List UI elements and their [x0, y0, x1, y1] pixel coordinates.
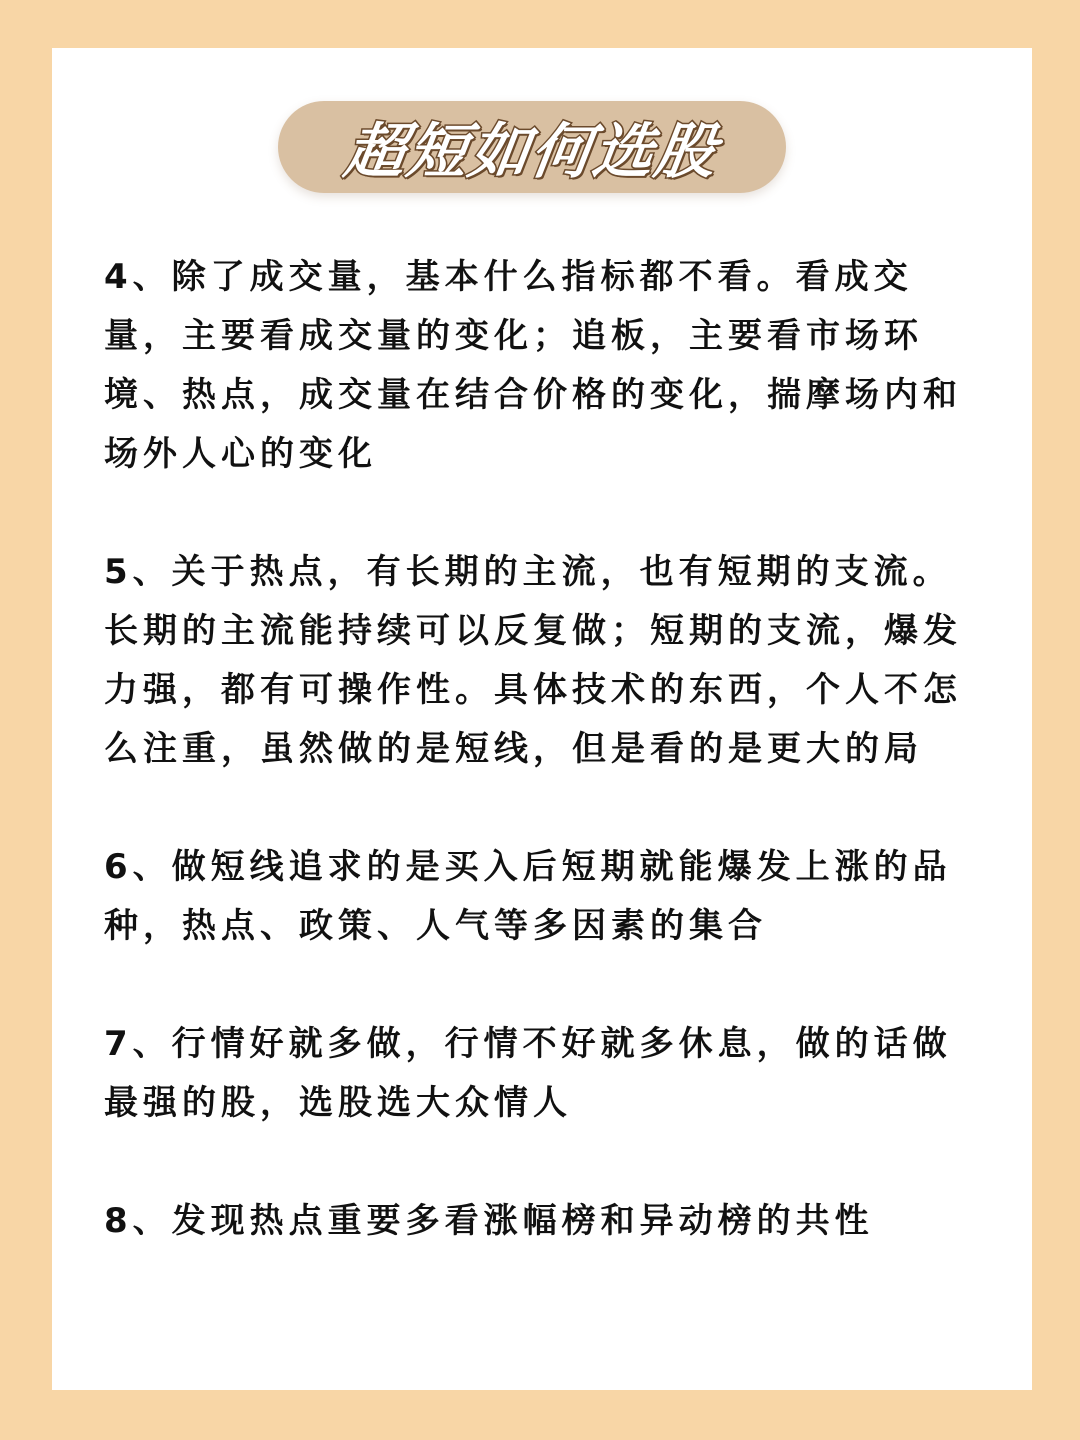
tip-item-8: 8、发现热点重要多看涨幅榜和异动榜的共性 [104, 1201, 874, 1241]
title-banner [278, 101, 786, 193]
tip-item-6: 6、做短线追求的是买入后短期就能爆发上涨的品种，热点、政策、人气等多因素的集合 [104, 847, 952, 946]
tip-item-4: 4、除了成交量，基本什么指标都不看。看成交量，主要看成交量的变化；追板，主要看市场环境、热点，成交量在结合价格的变化，揣摩场内和场外人心的变化 [104, 257, 962, 474]
content-card [52, 48, 1032, 1390]
page-title: 超短如何选股 [340, 117, 723, 187]
tips-list [104, 248, 974, 1251]
tip-item-5: 5、关于热点，有长期的主流，也有短期的支流。长期的主流能持续可以反复做；短期的支流，爆发力强，都有可操作性。具体技术的东西，个人不怎么注重，虽然做的是短线，但是看的是更大的局 [104, 552, 962, 769]
tip-item-7: 7、行情好就多做，行情不好就多休息，做的话做最强的股，选股选大众情人 [104, 1024, 952, 1123]
